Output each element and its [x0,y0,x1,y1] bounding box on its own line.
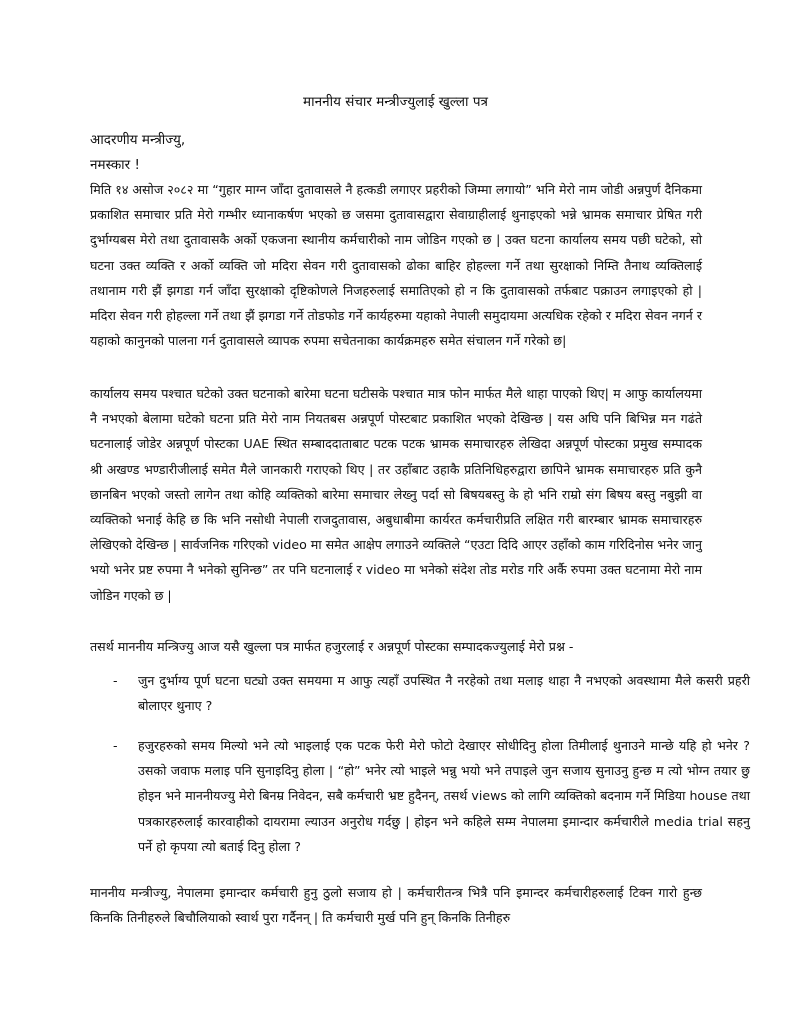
paragraph-1: मिति १४ असोज २०८२ मा “गुहार माग्न जाँदा दुतावासले नै हत्कडी लगाएर प्रहरीको जिम्मा लगायो” भनि मेरो नाम जोडी अन्नपुर्ण दैनिकमा प्रकाशित समाचार प्रति मेरो गम्भीर ध्यानाकर्षण भएको छ जसमा दुतावासद्वारा सेवाग्राहीलाई थुनाइएको भन्ने भ्रामक समाचार प्रेषित गरी दुर्भाग्यबस मेरो तथा दुतावासकै अर्को एकजना स्थानीय कर्मचारीको नाम जोडिन गएको छ | उक्त घटना कार्यालय समय पछी घटेको, सो घटना उक्त व्यक्ति र अर्को व्यक्ति जो मदिरा सेवन गरी दुतावासको ढोका बाहिर होहल्ला गर्ने तथा सुरक्षाको निम्ति तैनाथ व्यक्तिलाई तथानाम गरी झैं झगडा गर्न जाँदा सुरक्षाको दृष्टिकोणले निजहरुलाई समातिएको हो न कि दुतावासको तर्फबाट पक्राउन लगाइएको हो | मदिरा सेवन गरी होहल्ला गर्ने तथा झैं झगडा गर्ने तोडफोड गर्ने कार्यहरुमा यहाको नेपाली समुदायमा अत्यधिक रहेको र मदिरा सेवन नगर्न र यहाको कानुनको पालना गर्न दुतावासले व्यापक रुपमा सचेतनाका कार्यक्रमहरु समेत संचालन गर्ने गरेको छ| [90,182,702,349]
salutation-block [90,128,185,178]
paragraph-2: कार्यालय समय पश्चात घटेको उक्त घटनाको बारेमा घटना घटीसके पश्चात मात्र फोन मार्फत मैले थाहा पाएको थिए| म आफु कार्यालयमा नै नभएको बेलामा घटेको घटना प्रति मेरो नाम नियतबस अन्नपूर्ण पोस्टबाट प्रकाशित भएको देखिन्छ | यस अघि पनि बिभिन्न मन गढंते घटनालाई जोडेर अन्नपूर्ण पोस्टका UAE स्थित सम्बाददाताबाट पटक पटक भ्रामक समाचारहरु लेखिदा अन्नपूर्ण पोस्टका प्रमुख सम्पादक श्री अखण्ड भण्डारीजीलाई समेत मैले जानकारी गराएको थिए | तर उहाँबाट उहाकै प्रतिनिधिहरुद्वारा छापिने भ्रामक समाचारहरु प्रति कुनै छानबिन भएको जस्तो लागेन तथा कोहि व्यक्तिको बारेमा समाचार लेख्नु पर्दा सो बिषयबस्तु के हो भनि राम्रो संग बिषय बस्तु नबुझी वा व्यक्तिको भनाई केहि छ कि भनि नसोधी नेपाली राजदुतावास, अबुधाबीमा कार्यरत कर्मचारीप्रति लक्षित गरी बारम्बार भ्रामक समाचारहरु लेखिएको देखिन्छ | सार्वजनिक गरिएको video मा समेत आक्षेप लगाउने व्यक्तिले “एउटा दिदि आएर उहाँको काम गरिदिनोस भनेर जानु भयो भनेर प्रष्ट रुपमा नै भनेको सुनिन्छ” तर पनि घटनालाई र video मा भनेको संदेश तोड मरोड गरि अर्कै रुपमा उक्त घटनामा मेरो नाम जोडिन गएको छ | [90,386,703,603]
paragraph-3: तसर्थ माननीय मन्त्रिज्यु आज यसै खुल्ला पत्र मार्फत हजुरलाई र अन्नपूर्ण पोस्टका सम्पादकज्युलाई मेरो प्रश्न - [90,639,574,654]
salute-line: नमस्कार ! [90,157,140,173]
list-item [90,668,750,718]
paragraph-4: माननीय मन्त्रीज्यु, नेपालमा इमान्दार कर्मचारी हुनु ठुलो सजाय हो | कर्मचारीतन्त्र भित्रै पनि इमान्दर कर्मचारीहरुलाई टिक्न गारो हुन्छ किनकि तिनीहरुले बिचौलियाको स्वार्थ पुरा गर्दैनन् | ति कर्मचारी मुर्ख पनि हुन् किनकि तिनीहरु [90,885,702,926]
bullet-dash: - [113,673,118,688]
letter-title: माननीय संचार मन्त्रीज्युलाई खुल्ला पत्र [303,94,488,110]
question-2-text: हजुरहरुको समय मिल्यो भने त्यो भाइलाई एक पटक फेरी मेरो फोटो देखाएर सोधीदिनु होला तिमीलाई थुनाउने मान्छे यहि हो भनेर ? उसको जवाफ मलाइ पनि सुनाइदिनु होला | “हो” भनेर त्यो भाइले भन्नु भयो भने तपाइले जुन सजाय सुनाउनु हुन्छ म त्यो भोग्न तयार छु होइन भने माननीयज्यु मेरो बिनम्र निवेदन, सबै कर्मचारी भ्रष्ट हुदैनन्, तसर्थ views को लागि व्यक्तिको बदनाम गर्ने मिडिया house तथा पत्रकारहरुलाई कारवाहीको दायरामा ल्याउन अनुरोध गर्दछु | होइन भने कहिले सम्म नेपालमा इमान्दार कर्मचारीले media trial सहनु पर्ने हो कृपया त्यो बताई दिनु होला ? [138,738,750,854]
greeting-line: आदरणीय मन्त्रीज्यु, [90,132,186,148]
list-item [90,733,750,859]
bullet-dash: - [113,738,118,753]
question-1-text: जुन दुर्भाग्य पूर्ण घटना घट्यो उक्त समयमा म आफु त्यहाँ उपस्थित नै नरहेको तथा मलाइ थाहा नै नभएको अवस्थामा मैले कसरी प्रहरी बोलाएर थुनाए ? [138,673,750,714]
